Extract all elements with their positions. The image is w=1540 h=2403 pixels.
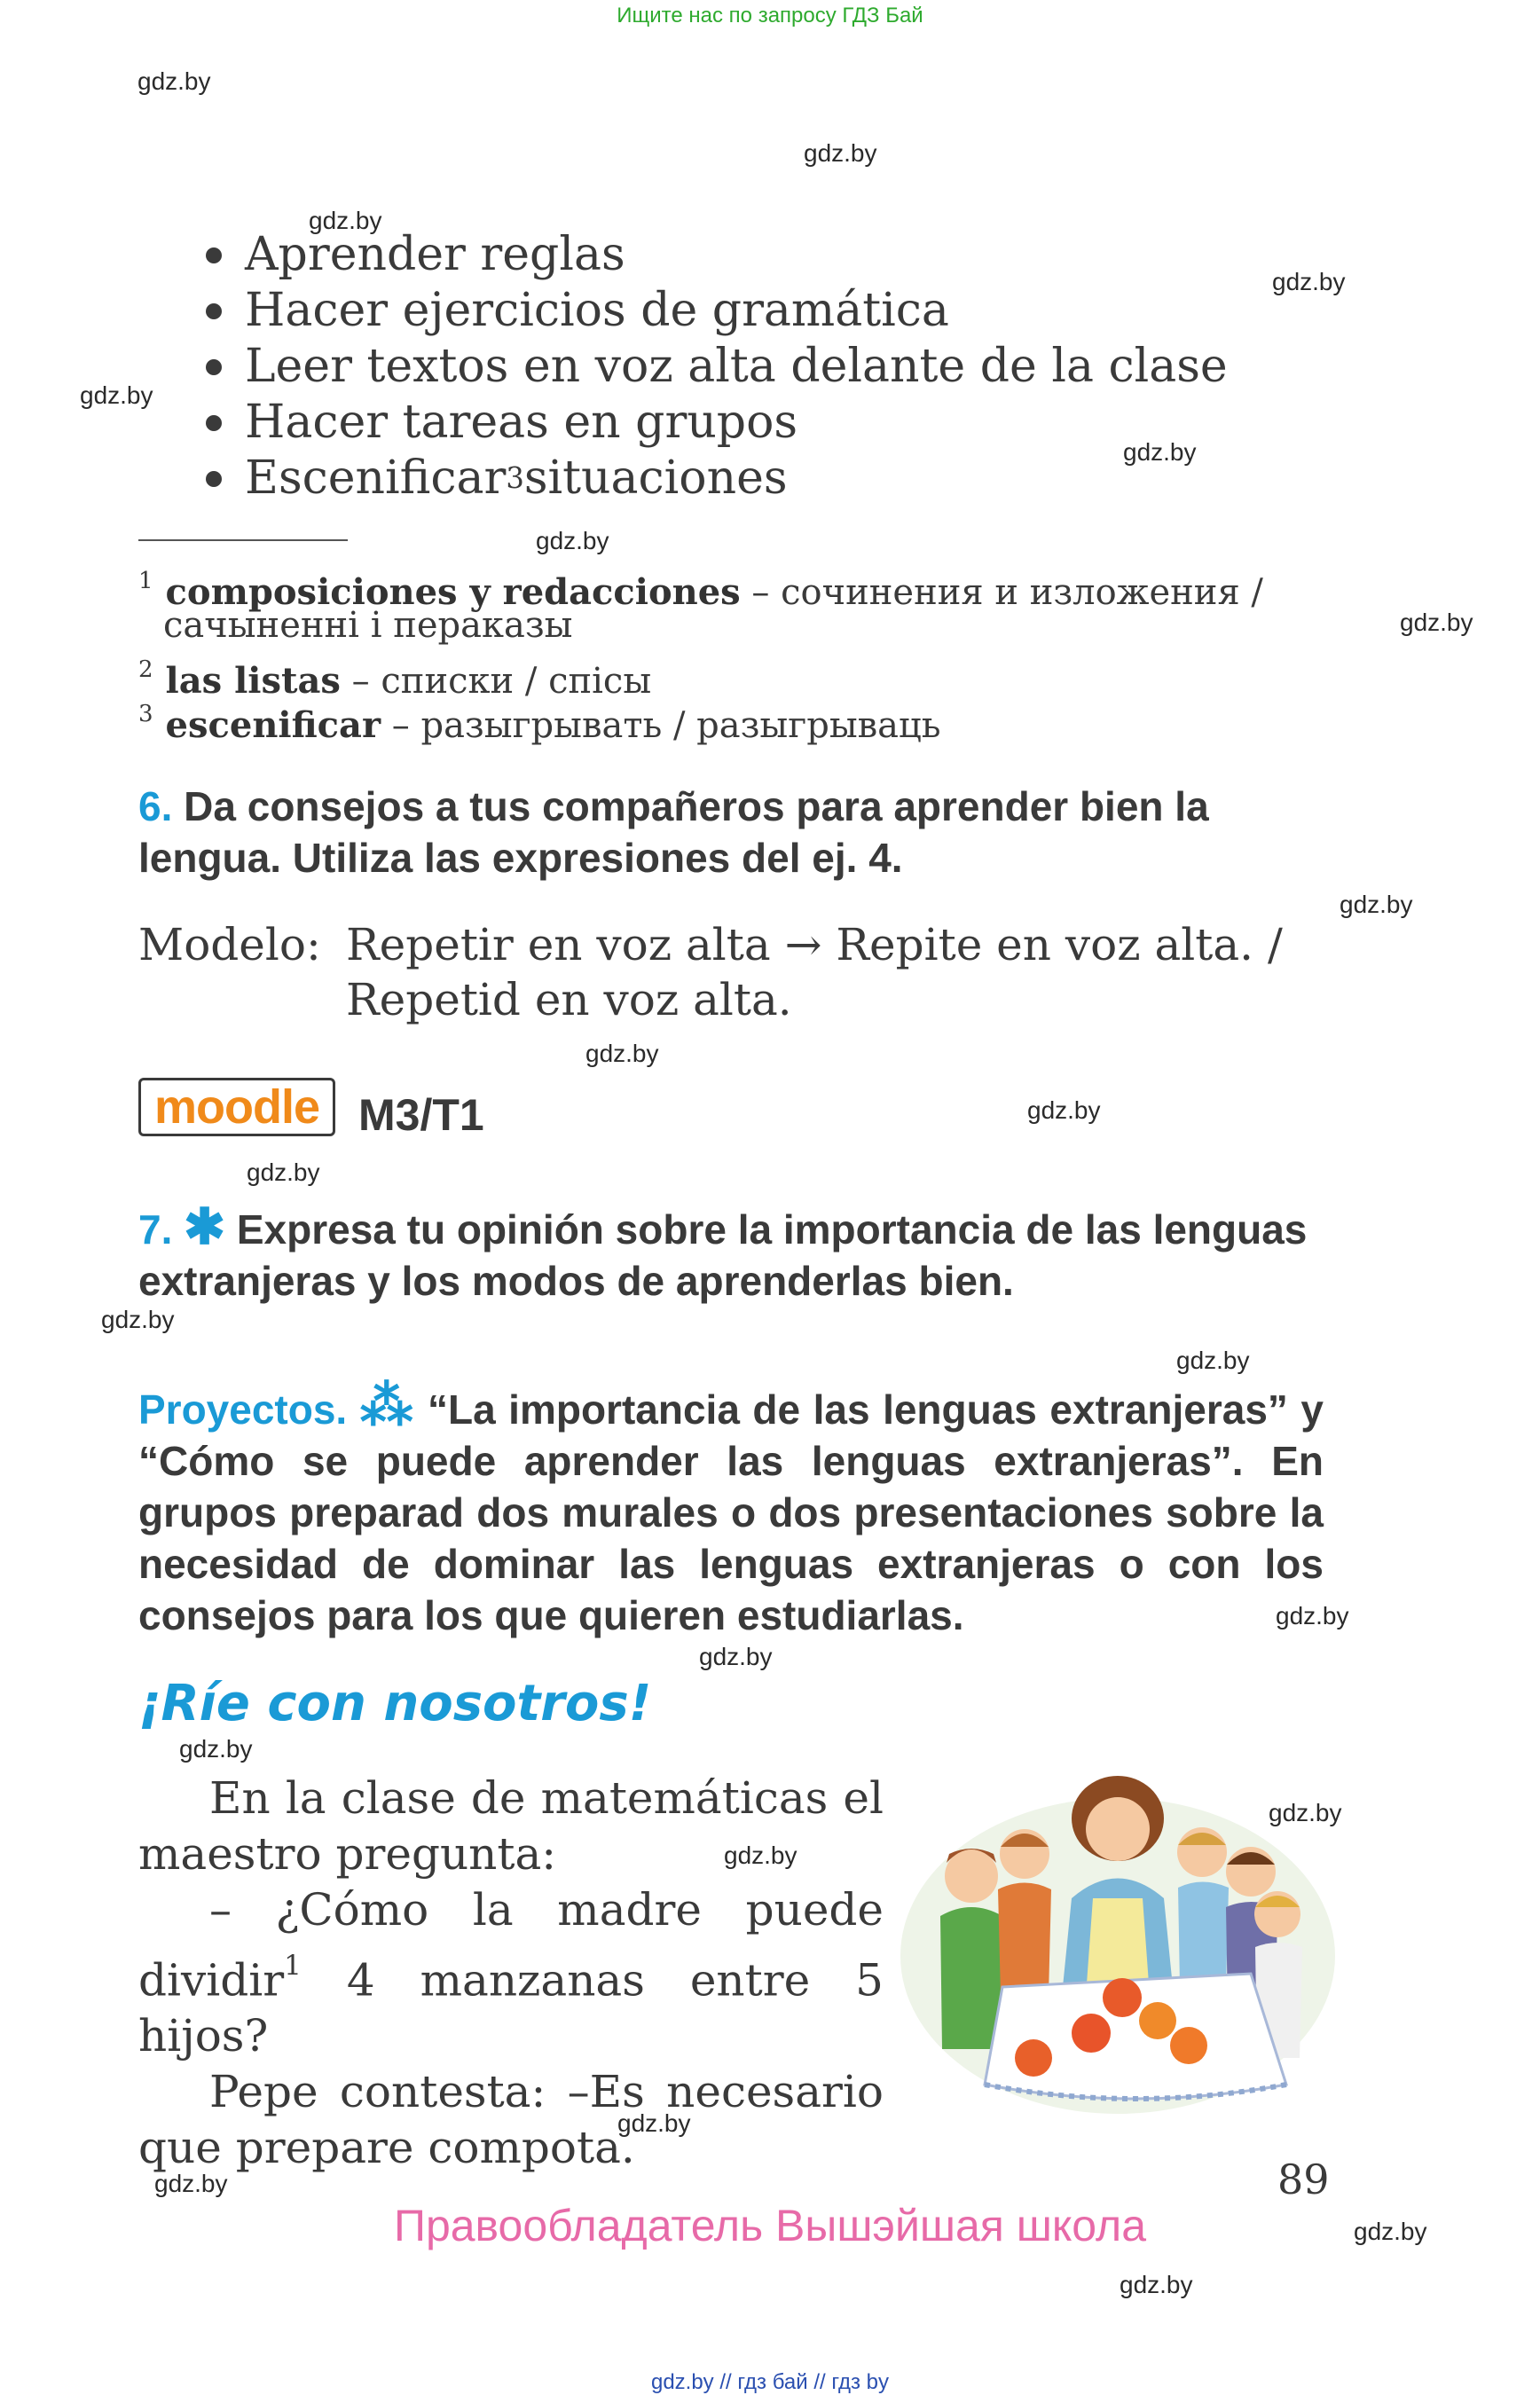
footer-links[interactable]: gdz.by // гдз бай // гдз by	[650, 2370, 890, 2394]
watermark: gdz.by	[699, 1643, 773, 1670]
watermark: gdz.by	[1340, 891, 1413, 918]
moodle-code: M3/T1	[358, 1090, 484, 1140]
bullet-icon	[206, 247, 222, 263]
watermark: gdz.by	[1027, 1096, 1101, 1124]
watermark: gdz.by	[309, 207, 382, 234]
watermark: gdz.by	[1272, 268, 1346, 295]
watermark: gdz.by	[804, 139, 877, 167]
task-number: 6.	[138, 783, 173, 829]
joke-text	[138, 1771, 884, 2176]
model-example	[138, 917, 1283, 1027]
task-7: 7. ✱ Expresa tu opinión sobre la importancia de las lenguas extranjeras y los modos de aprenderlas bien.	[138, 1198, 1308, 1304]
watermark: gdz.by	[179, 1735, 253, 1763]
footnote-2: $^2$ las listas – списки / спісы	[138, 656, 652, 703]
watermark: gdz.by	[1276, 1602, 1349, 1629]
projects-task: Proyectos. ⁂ “La importancia de las lenguas extranjeras” y “Cómo se puede aprender las lenguas extranjeras”. En grupos preparad dos murales o dos presentaciones sobre la necesidad de dominar las lenguas extranjeras o con los consejos para los que quieren estudiarlas.	[138, 1376, 1324, 1638]
model-line-2: Repetid en voz alta.	[346, 974, 792, 1025]
watermark: gdz.by	[1354, 2218, 1427, 2245]
watermark: gdz.by	[1269, 1799, 1342, 1826]
list-item: Escenificar 3 situaciones	[206, 451, 1228, 507]
section-title: ¡Ríe con nosotros!	[138, 1675, 652, 1732]
footnote-3: $^3$ escenificar – разыгрывать / разыгрываць	[138, 701, 941, 747]
footnote-1-cont: сачыненні і пераказы	[163, 605, 573, 646]
projects-label: Proyectos.	[138, 1386, 348, 1433]
watermark: gdz.by	[585, 1040, 659, 1067]
bullet-icon	[206, 471, 222, 487]
watermark: gdz.by	[101, 1306, 175, 1333]
watermark: gdz.by	[724, 1842, 798, 1869]
watermark: gdz.by	[138, 67, 211, 95]
moodle-logo: moodle	[138, 1078, 335, 1136]
list-item: Hacer tareas en grupos	[206, 395, 1228, 451]
footnote-divider	[138, 539, 348, 541]
asterisks-icon: ⁂	[359, 1376, 415, 1435]
watermark: gdz.by	[1123, 438, 1197, 466]
bullet-icon	[206, 359, 222, 375]
watermark: gdz.by	[247, 1158, 320, 1186]
list-item: Aprender reglas	[206, 227, 1228, 283]
top-banner: Ищите нас по запросу ГДЗ Бай	[617, 4, 923, 27]
footnote-ref: 3	[506, 461, 524, 495]
bullet-icon	[206, 415, 222, 431]
watermark: gdz.by	[154, 2170, 228, 2197]
list-item: Leer textos en voz alta delante de la clase	[206, 339, 1228, 395]
footnote-1: $^1$ composiciones y redacciones – сочинения и изложения /	[138, 568, 1263, 614]
list-item: Hacer ejercicios de gramática	[206, 283, 1228, 339]
task-number: 7.	[138, 1206, 173, 1253]
bullet-icon	[206, 303, 222, 319]
page-number: 89	[1277, 2156, 1330, 2203]
joke-line-1: En la clase de matemáticas el maestro pregunta:	[138, 1772, 884, 1880]
model-label: Modelo:	[138, 919, 321, 970]
watermark: gdz.by	[617, 2109, 691, 2137]
copyright-holder: Правообладатель Вышэйшая школа	[394, 2201, 1146, 2250]
watermark: gdz.by	[536, 527, 609, 554]
model-line-1: Repetir en voz alta → Repite en voz alta. /	[346, 919, 1283, 970]
watermark: gdz.by	[1400, 609, 1473, 636]
task-6: 6. Da consejos a tus compañeros para aprender bien la lengua. Utiliza las expresiones del ej. 4.	[138, 783, 1209, 881]
watermark: gdz.by	[80, 381, 153, 409]
watermark: gdz.by	[1120, 2271, 1193, 2298]
footnote-ref: 1	[284, 1950, 302, 1982]
joke-line-3: Pepe contesta: –Es necesario que prepare compota.	[138, 2066, 884, 2174]
asterisk-icon: ✱	[184, 1198, 226, 1254]
family-illustration	[896, 1765, 1340, 2120]
watermark: gdz.by	[1176, 1347, 1250, 1374]
bullet-list	[206, 227, 1228, 507]
joke-line-2: – ¿Cómo la madre puede dividir$^1$ 4 manzanas entre 5 hijos?	[138, 1884, 884, 2062]
